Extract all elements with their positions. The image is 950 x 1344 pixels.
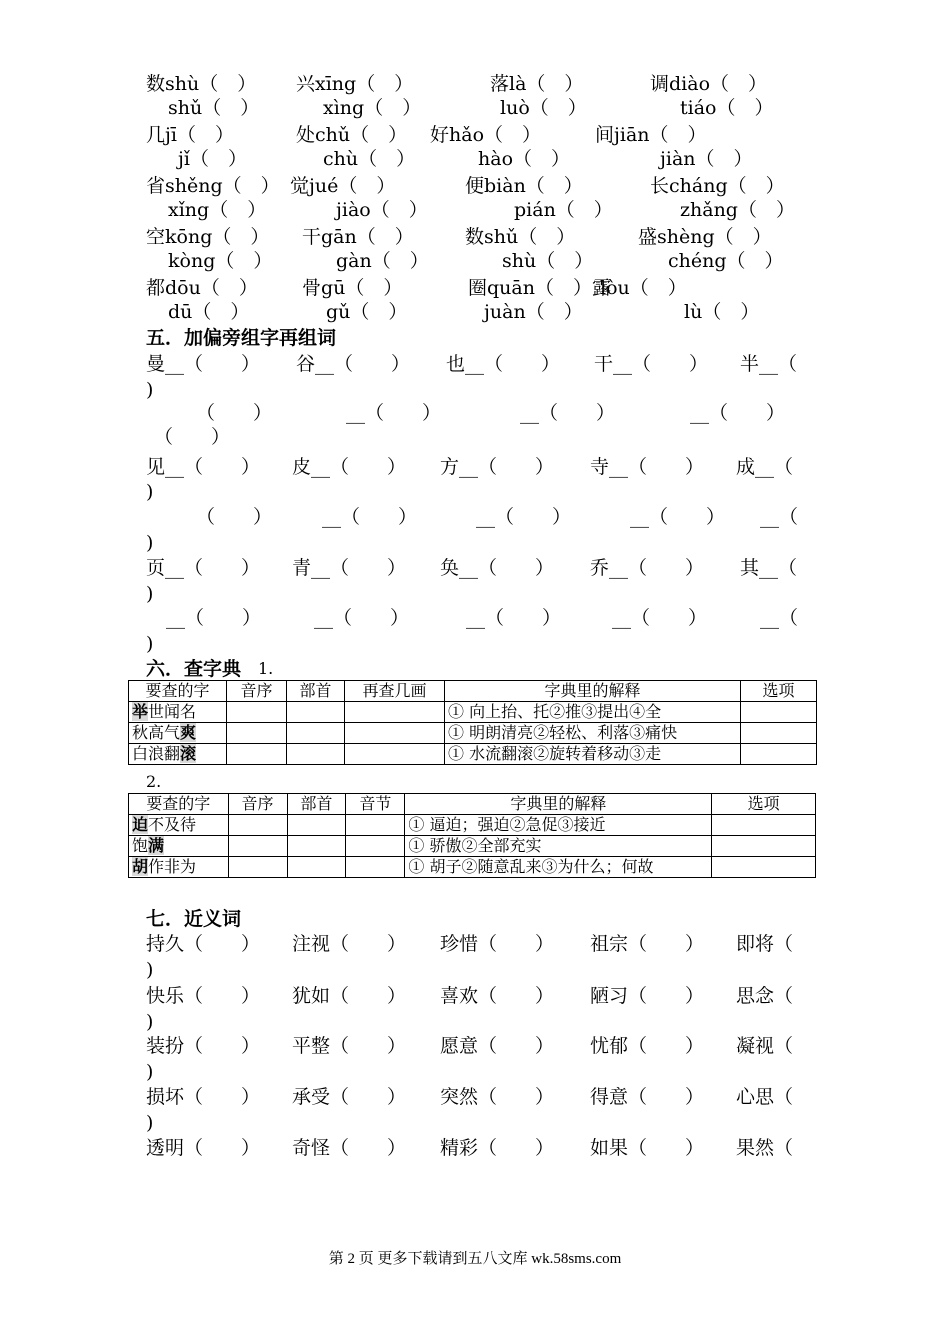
- polyphone-item: 长cháng（ ）: [650, 175, 785, 197]
- word-build-item: （ ）: [154, 426, 231, 448]
- lookup-word: [129, 702, 227, 723]
- blank-cell: [227, 744, 287, 765]
- option-cell: [712, 836, 816, 857]
- line-wrap: [0, 1010, 950, 1034]
- polyphone-item: 处chǔ（ ）: [296, 124, 408, 146]
- synonym-item: 得意（ ）: [590, 1086, 705, 1108]
- lookup-word: [129, 723, 227, 744]
- word-build-item: 皮__（ ）: [292, 456, 407, 478]
- polyphone-item: 觉jué（ ）: [290, 175, 396, 197]
- polyphone-row: [0, 198, 950, 222]
- blank-cell: [227, 723, 287, 744]
- word-build-row: [0, 352, 950, 376]
- word-rest: 作非为: [148, 857, 197, 876]
- option-cell: [712, 857, 816, 878]
- polyphone-item: zhǎng（ ）: [680, 199, 795, 221]
- synonym-item: 快乐（ ）: [146, 985, 261, 1007]
- option-cell: [741, 702, 817, 723]
- word-build-item: 奂__（ ）: [440, 557, 555, 579]
- definition-cell: ① 向上抬、托②推③提出④全: [445, 702, 741, 723]
- synonym-item: 喜欢（ ）: [440, 985, 555, 1007]
- wrapped-paren: ): [146, 532, 154, 554]
- word-build-item: 寺__（ ）: [590, 456, 705, 478]
- word-build-item: 半__（: [740, 353, 798, 375]
- line-wrap: [0, 1060, 950, 1084]
- word-build-item: 其__（: [740, 557, 798, 579]
- table-row: [129, 723, 817, 744]
- polyphone-item: 干gān（ ）: [302, 226, 414, 248]
- wrapped-paren: ): [146, 583, 154, 605]
- column-header: 音序: [228, 794, 287, 815]
- wrapped-paren: ): [146, 379, 154, 401]
- polyphone-item: 圈quān（ ）露: [468, 277, 611, 299]
- polyphone-row: [0, 123, 950, 147]
- synonym-item: 愿意（ ）: [440, 1035, 555, 1057]
- synonym-item: 突然（ ）: [440, 1086, 555, 1108]
- synonym-item: 忧郁（ ）: [590, 1035, 705, 1057]
- polyphone-item: shù（ ）: [502, 250, 594, 272]
- polyphone-row: [0, 147, 950, 171]
- word-build-item: __（ ）: [346, 402, 442, 424]
- polyphone-item: 盛shèng（ ）: [638, 226, 772, 248]
- polyphone-item: 省shěng（ ）: [146, 175, 280, 197]
- definition-cell: ① 逼迫；强迫②急促③接近: [405, 815, 712, 836]
- word-build-item: __（ ）: [476, 506, 572, 528]
- synonym-item: 奇怪（ ）: [292, 1137, 407, 1159]
- wrapped-paren: ): [146, 1112, 154, 1134]
- option-cell: [741, 744, 817, 765]
- synonym-item: 思念（: [736, 985, 794, 1007]
- blank-cell: [228, 857, 287, 878]
- line-wrap: [0, 531, 950, 555]
- synonym-item: 装扮（ ）: [146, 1035, 261, 1057]
- synonym-row: [0, 984, 950, 1008]
- word-build-item: 也__（ ）: [446, 353, 561, 375]
- definition-cell: ① 骄傲②全部充实: [405, 836, 712, 857]
- lookup-word: [129, 836, 229, 857]
- blank-cell: [287, 723, 345, 744]
- column-header: 部首: [287, 681, 345, 702]
- synonym-item: 注视（ ）: [292, 933, 407, 955]
- word-build-item: __（ ）: [466, 607, 562, 629]
- blank-cell: [287, 836, 346, 857]
- column-header: 要查的字: [129, 794, 229, 815]
- synonym-item: 如果（ ）: [590, 1137, 705, 1159]
- polyphone-item: gǔ（ ）: [326, 301, 408, 323]
- word-build-row: [0, 401, 950, 448]
- table-row: [129, 857, 816, 878]
- synonym-row: [0, 1034, 950, 1058]
- lookup-word: [129, 744, 227, 765]
- table-header-row: [129, 681, 817, 702]
- blank-cell: [287, 815, 346, 836]
- polyphone-item: xìng（ ）: [323, 97, 422, 119]
- highlighted-char: 迫: [132, 815, 149, 834]
- polyphone-item: xǐng（ ）: [168, 199, 267, 221]
- word-build-row: [0, 505, 950, 529]
- polyphone-item: dū（ ）: [168, 301, 250, 323]
- synonym-item: 心思（: [736, 1086, 794, 1108]
- polyphone-row: [0, 225, 950, 249]
- word-build-item: __（ ）: [166, 607, 262, 629]
- polyphone-row: [0, 276, 950, 300]
- column-header: 要查的字: [129, 681, 227, 702]
- polyphone-row: [0, 72, 950, 96]
- section-heading: [0, 657, 950, 681]
- section-heading: [0, 907, 950, 931]
- definition-cell: ① 胡子②随意乱来③为什么；何故: [405, 857, 712, 878]
- polyphone-item: 间jiān（ ）: [595, 124, 707, 146]
- polyphone-item: 都dōu（ ）: [146, 277, 258, 299]
- section-six-title: 六．查字典: [146, 658, 242, 680]
- word-build-item: 见__（ ）: [146, 456, 261, 478]
- synonym-row: [0, 1136, 950, 1160]
- polyphone-item: 好hǎo（ ）: [430, 124, 542, 146]
- synonym-row: [0, 932, 950, 956]
- blank-cell: [346, 815, 405, 836]
- polyphone-item: juàn（ ）: [484, 301, 583, 323]
- table-header-row: [129, 794, 816, 815]
- blank-cell: [227, 702, 287, 723]
- line-wrap: [0, 632, 950, 656]
- polyphone-item: kòng（ ）: [168, 250, 273, 272]
- blank-cell: [346, 836, 405, 857]
- synonym-item: 精彩（ ）: [440, 1137, 555, 1159]
- blank-cell: [346, 857, 405, 878]
- column-header: 字典里的解释: [445, 681, 741, 702]
- line-wrap: [0, 958, 950, 982]
- column-header: 音节: [346, 794, 405, 815]
- section-heading: [0, 326, 950, 350]
- blank-cell: [345, 744, 445, 765]
- line-wrap: [0, 378, 950, 402]
- polyphone-item: 空kōng（ ）: [146, 226, 270, 248]
- option-cell: [712, 815, 816, 836]
- table-row: [129, 836, 816, 857]
- wrapped-paren: ): [146, 1011, 154, 1033]
- word-rest: 秋高气: [132, 723, 181, 742]
- item-number-line: [0, 770, 950, 794]
- word-build-item: __（: [760, 607, 799, 629]
- section-seven-title: 七．近义词: [146, 908, 242, 930]
- column-header: 再查几画: [345, 681, 445, 702]
- polyphone-item: pián（ ）: [514, 199, 613, 221]
- lookup-word: [129, 815, 229, 836]
- polyphone-item: lòu（ ）: [600, 277, 687, 299]
- polyphone-item: 落là（ ）: [490, 73, 584, 95]
- word-build-item: 干__（ ）: [594, 353, 709, 375]
- polyphone-item: 便biàn（ ）: [465, 175, 583, 197]
- synonym-item: 珍惜（ ）: [440, 933, 555, 955]
- blank-cell: [228, 836, 287, 857]
- synonym-item: 透明（ ）: [146, 1137, 261, 1159]
- polyphone-row: [0, 96, 950, 120]
- word-build-item: 谷__（ ）: [296, 353, 411, 375]
- word-build-item: 曼__（ ）: [146, 353, 261, 375]
- page-footer: 第 2 页 更多下载请到五八文库 wk.58sms.com: [328, 1251, 622, 1267]
- dictionary-table-2: [128, 793, 816, 878]
- synonym-row: [0, 1085, 950, 1109]
- highlighted-char: 胡: [132, 857, 149, 876]
- synonym-item: 承受（ ）: [292, 1086, 407, 1108]
- blank-cell: [287, 744, 345, 765]
- line-wrap: [0, 1111, 950, 1135]
- polyphone-item: tiáo（ ）: [680, 97, 774, 119]
- highlighted-char: 满: [148, 836, 165, 855]
- blank-cell: [345, 702, 445, 723]
- word-build-item: __（ ）: [314, 607, 410, 629]
- highlighted-char: 举: [132, 702, 149, 721]
- polyphone-item: jǐ（ ）: [178, 148, 247, 170]
- column-header: 部首: [287, 794, 346, 815]
- wrapped-paren: ): [146, 1061, 154, 1083]
- blank-cell: [228, 815, 287, 836]
- synonym-item: 祖宗（ ）: [590, 933, 705, 955]
- word-build-row: [0, 556, 950, 580]
- word-build-item: （ ）: [196, 506, 273, 528]
- polyphone-item: 数shǔ（ ）: [465, 226, 576, 248]
- polyphone-item: lù（ ）: [684, 301, 760, 323]
- section-five-title: 五．加偏旁组字再组词: [146, 327, 337, 349]
- wrapped-paren: ): [146, 481, 154, 503]
- polyphone-item: chéng（ ）: [668, 250, 784, 272]
- word-build-item: __（ ）: [630, 506, 726, 528]
- synonym-item: 损坏（ ）: [146, 1086, 261, 1108]
- synonym-item: 即将（: [736, 933, 794, 955]
- blank-cell: [345, 723, 445, 744]
- word-rest: 世闻名: [148, 702, 197, 721]
- synonym-item: 凝视（: [736, 1035, 794, 1057]
- blank-cell: [287, 702, 345, 723]
- polyphone-item: 兴xīng（ ）: [296, 73, 414, 95]
- word-build-item: 乔__（ ）: [590, 557, 705, 579]
- word-build-item: 青__（ ）: [292, 557, 407, 579]
- polyphone-row: [0, 249, 950, 273]
- polyphone-item: luò（ ）: [500, 97, 587, 119]
- word-rest: 不及待: [148, 815, 197, 834]
- blank-cell: [287, 857, 346, 878]
- polyphone-item: gàn（ ）: [336, 250, 429, 272]
- line-wrap: [0, 582, 950, 606]
- word-build-item: __（: [760, 506, 799, 528]
- table-row: [129, 815, 816, 836]
- column-header: 字典里的解释: [405, 794, 712, 815]
- polyphone-item: jiàn（ ）: [660, 148, 753, 170]
- word-build-item: 方__（ ）: [440, 456, 555, 478]
- polyphone-item: 几jī（ ）: [146, 124, 234, 146]
- wrapped-paren: ): [146, 959, 154, 981]
- synonym-item: 持久（ ）: [146, 933, 261, 955]
- synonym-item: 果然（: [736, 1137, 794, 1159]
- polyphone-item: 调diào（ ）: [650, 73, 768, 95]
- table-row: [129, 702, 817, 723]
- synonym-item: 陋习（ ）: [590, 985, 705, 1007]
- synonym-item: 犹如（ ）: [292, 985, 407, 1007]
- polyphone-item: hào（ ）: [478, 148, 571, 170]
- word-build-item: 页__（ ）: [146, 557, 261, 579]
- highlighted-char: 爽: [180, 723, 197, 742]
- item-number: 1.: [258, 659, 274, 678]
- lookup-word: [129, 857, 229, 878]
- dictionary-table-1: [128, 680, 817, 765]
- polyphone-item: chù（ ）: [323, 148, 416, 170]
- column-header: 选项: [741, 681, 817, 702]
- column-header: 选项: [712, 794, 816, 815]
- polyphone-item: 骨gū（ ）: [302, 277, 403, 299]
- item-number: 2.: [146, 772, 162, 791]
- word-build-item: __（ ）: [520, 402, 616, 424]
- word-build-item: __（ ）: [322, 506, 418, 528]
- polyphone-row: [0, 300, 950, 324]
- line-wrap: [0, 480, 950, 504]
- definition-cell: ① 水流翻滚②旋转着移动③走: [445, 744, 741, 765]
- synonym-item: 平整（ ）: [292, 1035, 407, 1057]
- word-rest: 白浪翻: [132, 744, 181, 763]
- word-build-item: __（ ）: [690, 402, 786, 424]
- word-build-row: [0, 606, 950, 630]
- highlighted-char: 滚: [180, 744, 197, 763]
- polyphone-item: jiào（ ）: [336, 199, 428, 221]
- word-build-row: [0, 455, 950, 479]
- polyphone-item: shǔ（ ）: [168, 97, 260, 119]
- polyphone-row: [0, 174, 950, 198]
- option-cell: [741, 723, 817, 744]
- word-build-item: （ ）: [196, 402, 273, 424]
- word-build-item: __（ ）: [612, 607, 708, 629]
- wrapped-paren: ): [146, 633, 154, 655]
- column-header: 音序: [227, 681, 287, 702]
- word-build-item: 成__（: [736, 456, 794, 478]
- table-row: [129, 744, 817, 765]
- word-rest: 饱: [132, 836, 149, 855]
- polyphone-item: 数shù（ ）: [146, 73, 257, 95]
- definition-cell: ① 明朗清亮②轻松、利落③痛快: [445, 723, 741, 744]
